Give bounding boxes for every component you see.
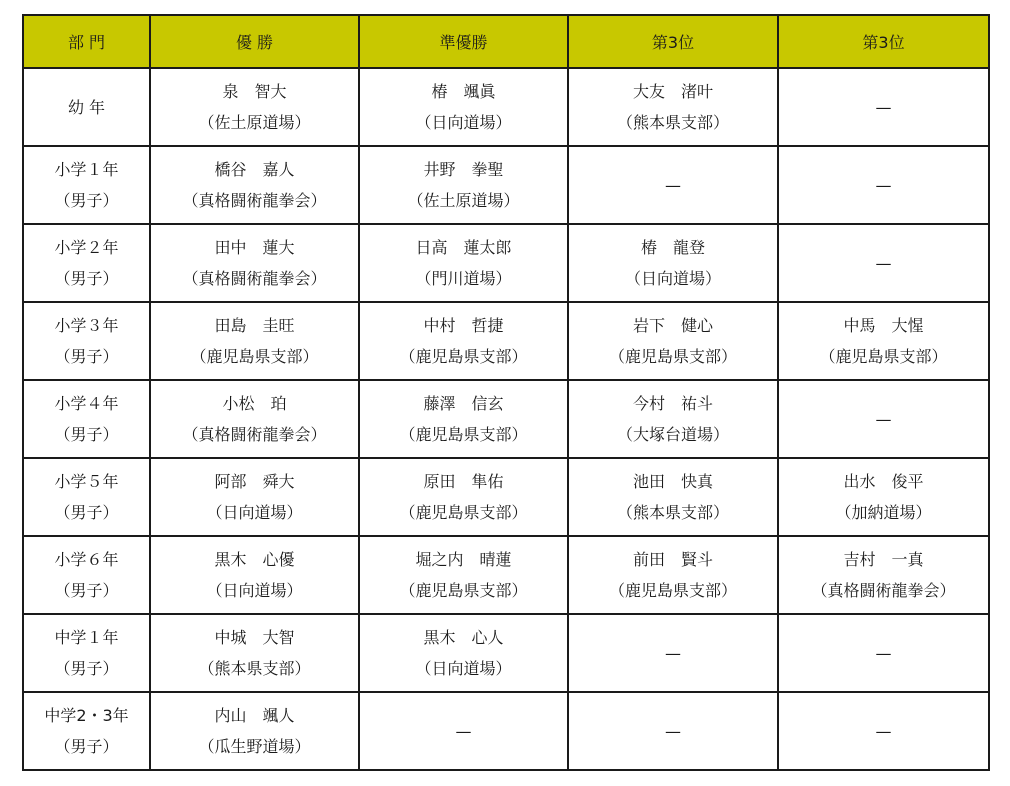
third-place-cell (778, 224, 989, 302)
participant-name: 出水 俊平 (843, 472, 924, 491)
division-name: 幼 年 (67, 97, 106, 117)
third-place-cell (778, 692, 989, 770)
participant-dojo: （日向道場） (415, 113, 512, 132)
header-third-place: 第3位 (568, 15, 778, 68)
empty-placeholder: — (455, 721, 472, 741)
participant-dojo: （日向道場） (415, 659, 512, 678)
participant-dojo: （鹿児島県支部） (399, 347, 528, 366)
empty-placeholder: — (875, 643, 892, 663)
participant-dojo: （鹿児島県支部） (608, 581, 737, 600)
runner-up-cell (359, 302, 568, 380)
winner-cell (150, 68, 359, 146)
division-category: （男子） (54, 581, 119, 600)
participant-dojo: （門川道場） (415, 269, 512, 288)
winner-cell (150, 692, 359, 770)
header-division: 部 門 (23, 15, 150, 68)
table-body (23, 68, 989, 770)
participant-name: 池田 快真 (632, 472, 713, 491)
participant-name: 椿 龍登 (640, 238, 705, 257)
division-name: 小学６年 (54, 550, 119, 569)
header-winner: 優 勝 (150, 15, 359, 68)
division-name: 小学１年 (54, 160, 119, 179)
header-row (23, 15, 989, 68)
third-place-cell (568, 302, 778, 380)
participant-dojo: （佐土原道場） (407, 191, 520, 210)
participant-name: 内山 颯人 (214, 706, 295, 725)
participant-name: 大友 渚叶 (632, 82, 713, 101)
participant-name: 泉 智大 (222, 82, 287, 101)
division-cell (23, 68, 150, 146)
participant-dojo: （瓜生野道場） (198, 737, 311, 756)
division-cell (23, 614, 150, 692)
participant-dojo: （熊本県支部） (198, 659, 311, 678)
participant-name: 吉村 一真 (843, 550, 924, 569)
participant-name: 小松 珀 (222, 394, 287, 413)
table-row (23, 224, 989, 302)
participant-name: 黒木 心人 (423, 628, 504, 647)
participant-dojo: （日向道場） (206, 581, 303, 600)
participant-dojo: （鹿児島県支部） (399, 581, 528, 600)
empty-placeholder: — (875, 175, 892, 195)
table-row (23, 302, 989, 380)
runner-up-cell (359, 692, 568, 770)
division-category: （男子） (54, 659, 119, 678)
runner-up-cell (359, 224, 568, 302)
participant-name: 岩下 健心 (632, 316, 713, 335)
participant-name: 田島 圭旺 (214, 316, 295, 335)
division-cell (23, 302, 150, 380)
third-place-cell (568, 458, 778, 536)
participant-dojo: （鹿児島県支部） (608, 347, 737, 366)
winner-cell (150, 614, 359, 692)
participant-name: 中馬 大惺 (843, 316, 924, 335)
division-category: （男子） (54, 191, 119, 210)
division-name: 小学５年 (54, 472, 119, 491)
empty-placeholder: — (665, 175, 681, 195)
runner-up-cell (359, 614, 568, 692)
participant-dojo: （鹿児島県支部） (399, 503, 528, 522)
participant-dojo: （日向道場） (624, 269, 721, 288)
third-place-cell (568, 224, 778, 302)
division-name: 小学４年 (54, 394, 119, 413)
runner-up-cell (359, 146, 568, 224)
participant-dojo: （真格闘術龍拳会） (182, 425, 327, 444)
participant-dojo: （佐土原道場） (198, 113, 311, 132)
empty-placeholder: — (875, 409, 892, 429)
participant-dojo: （真格闘術龍拳会） (182, 269, 327, 288)
division-cell (23, 146, 150, 224)
runner-up-cell (359, 380, 568, 458)
division-name: 小学２年 (54, 238, 119, 257)
third-place-cell (568, 68, 778, 146)
participant-dojo: （鹿児島県支部） (819, 347, 948, 366)
participant-name: 橋谷 嘉人 (214, 160, 295, 179)
winner-cell (150, 302, 359, 380)
third-place-cell (568, 614, 778, 692)
participant-dojo: （鹿児島県支部） (190, 347, 319, 366)
table-row (23, 536, 989, 614)
winner-cell (150, 536, 359, 614)
empty-placeholder: — (665, 643, 681, 663)
third-place-cell (778, 614, 989, 692)
third-place-cell (778, 380, 989, 458)
empty-placeholder: — (875, 253, 892, 273)
participant-name: 藤澤 信玄 (423, 394, 504, 413)
runner-up-cell (359, 458, 568, 536)
participant-dojo: （真格闘術龍拳会） (182, 191, 327, 210)
runner-up-cell (359, 68, 568, 146)
participant-name: 田中 蓮大 (214, 238, 295, 257)
winner-cell (150, 380, 359, 458)
table-row (23, 692, 989, 770)
participant-name: 中村 哲捷 (423, 316, 504, 335)
third-place-cell (778, 458, 989, 536)
empty-placeholder: — (665, 721, 681, 741)
participant-name: 原田 隼佑 (423, 472, 504, 491)
division-name: 中学2・3年 (44, 706, 129, 725)
third-place-cell (568, 536, 778, 614)
division-category: （男子） (54, 503, 119, 522)
division-cell (23, 692, 150, 770)
participant-name: 黒木 心優 (214, 550, 295, 569)
participant-dojo: （真格闘術龍拳会） (811, 581, 956, 600)
division-cell (23, 536, 150, 614)
division-category: （男子） (54, 269, 119, 288)
third-place-cell (568, 692, 778, 770)
participant-dojo: （日向道場） (206, 503, 303, 522)
empty-placeholder: — (875, 97, 892, 117)
participant-dojo: （熊本県支部） (616, 113, 729, 132)
participant-name: 日高 蓮太郎 (415, 238, 512, 257)
third-place-cell (568, 146, 778, 224)
table-row (23, 146, 989, 224)
participant-name: 今村 祐斗 (632, 394, 713, 413)
third-place-cell (778, 536, 989, 614)
winner-cell (150, 224, 359, 302)
results-table (22, 14, 990, 771)
third-place-cell (568, 380, 778, 458)
division-name: 小学３年 (54, 316, 119, 335)
table-row (23, 380, 989, 458)
participant-name: 堀之内 晴蓮 (415, 550, 512, 569)
table-row (23, 458, 989, 536)
participant-name: 椿 颯眞 (431, 82, 496, 101)
division-category: （男子） (54, 347, 119, 366)
participant-dojo: （加納道場） (835, 503, 932, 522)
participant-name: 前田 賢斗 (632, 550, 713, 569)
division-name: 中学１年 (54, 628, 119, 647)
participant-name: 阿部 舜大 (214, 472, 295, 491)
participant-dojo: （鹿児島県支部） (399, 425, 528, 444)
division-category: （男子） (54, 737, 119, 756)
division-cell (23, 458, 150, 536)
winner-cell (150, 458, 359, 536)
third-place-cell (778, 302, 989, 380)
division-category: （男子） (54, 425, 119, 444)
table-row (23, 614, 989, 692)
participant-name: 中城 大智 (214, 628, 295, 647)
header-runner-up: 準優勝 (359, 15, 568, 68)
division-cell (23, 224, 150, 302)
division-cell (23, 380, 150, 458)
runner-up-cell (359, 536, 568, 614)
participant-dojo: （大塚台道場） (616, 425, 729, 444)
header-third-place: 第3位 (778, 15, 989, 68)
winner-cell (150, 146, 359, 224)
third-place-cell (778, 146, 989, 224)
participant-name: 井野 拳聖 (423, 160, 504, 179)
participant-dojo: （熊本県支部） (616, 503, 729, 522)
table-row (23, 68, 989, 146)
empty-placeholder: — (875, 721, 892, 741)
third-place-cell (778, 68, 989, 146)
